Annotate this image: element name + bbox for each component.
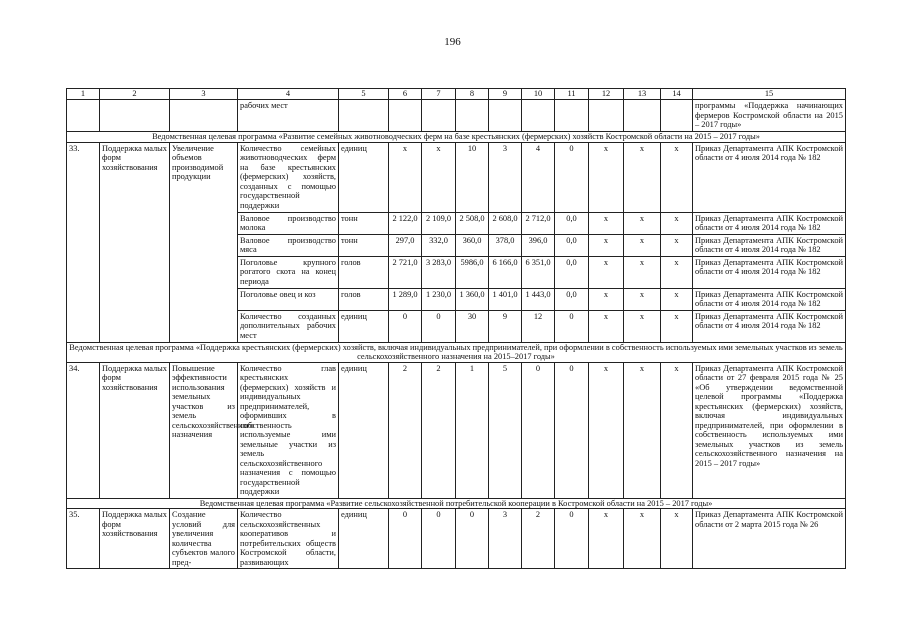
cell-unit: единиц: [339, 142, 389, 212]
cell-value: 2 109,0: [422, 212, 456, 234]
cell-value: 0: [555, 509, 589, 569]
section-title: Ведомственная целевая программа «Развитие сельскохозяйственной потребительской кооперации в Костромской области на 2015 – 2017 годы»: [67, 498, 846, 509]
cell-unit: голов: [339, 256, 389, 288]
cell-value: х: [624, 212, 661, 234]
cell-indicator: Поголовье овец и коз: [238, 288, 339, 310]
cell-value: х: [624, 142, 661, 212]
header-cell: 7: [422, 89, 456, 100]
section-title: Ведомственная целевая программа «Развитие семейных животноводческих ферм на базе крестьянских (фермерских) хозяйств Костромской области на 2015 – 2017 годы»: [67, 132, 846, 143]
cell-value: х: [624, 256, 661, 288]
cell-unit: тонн: [339, 234, 389, 256]
cell-goal: Увеличение объемов производимой продукции: [170, 142, 238, 342]
cell-value: 0: [555, 362, 589, 498]
cell-value: 0,0: [555, 288, 589, 310]
cell-document: Приказ Департамента АПК Костромской области от 4 июля 2014 года № 182: [693, 288, 846, 310]
cell-value: 0: [422, 310, 456, 342]
header-cell: 6: [389, 89, 422, 100]
cell-unit: единиц: [339, 509, 389, 569]
cell-value: 0,0: [555, 234, 589, 256]
cell-activity: Поддержка малых форм хозяйствования: [100, 509, 170, 569]
cell-value: 2 721,0: [389, 256, 422, 288]
cell-unit: единиц: [339, 310, 389, 342]
cell-value: 0: [522, 362, 555, 498]
cell-indicator: Количество семейных животноводческих ферм на базе крестьянских (фермерских) хозяйств, созданных с помощью государственной поддержки: [238, 142, 339, 212]
cell-document: Приказ Департамента АПК Костромской области от 4 июля 2014 года № 182: [693, 310, 846, 342]
cell-goal: Создание условий для увеличения количества субъектов малого пред-: [170, 509, 238, 569]
header-cell: 10: [522, 89, 555, 100]
section-row: [67, 498, 846, 509]
cell-value: 2: [522, 509, 555, 569]
cell-value: х: [661, 142, 693, 212]
cell-value: 0: [555, 310, 589, 342]
header-cell: 15: [693, 89, 846, 100]
cell-value: х: [589, 234, 624, 256]
table-row: [67, 100, 846, 132]
cell-document: Приказ Департамента АПК Костромской области от 4 июля 2014 года № 182: [693, 256, 846, 288]
cell-value: х: [589, 142, 624, 212]
cell-value: 2 122,0: [389, 212, 422, 234]
cell-document: Приказ Департамента АПК Костромской области от 2 марта 2015 года № 26: [693, 509, 846, 569]
cell-value: х: [661, 212, 693, 234]
cell-goal: Повышение эффективности использования земельных участков из земель сельскохозяйственного назначения: [170, 362, 238, 498]
cell-value: х: [661, 310, 693, 342]
cell-value: 1 360,0: [456, 288, 489, 310]
cell-value: 12: [522, 310, 555, 342]
cell-value: 3 283,0: [422, 256, 456, 288]
cell-activity: Поддержка малых форм хозяйствования: [100, 362, 170, 498]
header-cell: 9: [489, 89, 522, 100]
cell-unit: голов: [339, 288, 389, 310]
cell-value: 360,0: [456, 234, 489, 256]
cell-value: 1 443,0: [522, 288, 555, 310]
cell-value: 396,0: [522, 234, 555, 256]
cell-indicator: Количество созданных дополнительных рабочих мест: [238, 310, 339, 342]
cell-value: 0: [389, 310, 422, 342]
cell-value: 6 351,0: [522, 256, 555, 288]
cell-value: 0: [456, 509, 489, 569]
cell-value: 9: [489, 310, 522, 342]
cell-value: 30: [456, 310, 489, 342]
cell-value: 1 230,0: [422, 288, 456, 310]
cell-document: Приказ Департамента АПК Костромской области от 4 июля 2014 года № 182: [693, 234, 846, 256]
cell-value: 5: [489, 362, 522, 498]
cell-value: х: [661, 288, 693, 310]
cell-value: 1: [456, 362, 489, 498]
cell-indicator: Количество глав крестьянских (фермерских) хозяйств и индивидуальных предпринимателей, оформивших в собственность используемые ими земельные участки из земель сельскохозяйственного назначения с помощью государственной поддержки: [238, 362, 339, 498]
cell-value: 2 608,0: [489, 212, 522, 234]
cell-value: 297,0: [389, 234, 422, 256]
cell-value: х: [624, 310, 661, 342]
cell-document: программы «Поддержка начинающих фермеров Костромской области на 2015 – 2017 годы»: [693, 100, 846, 132]
cell-indicator: Поголовье крупного рогатого скота на конец периода: [238, 256, 339, 288]
cell-value: х: [422, 142, 456, 212]
cell-value: 6 166,0: [489, 256, 522, 288]
header-row: [67, 89, 846, 100]
cell-value: х: [589, 212, 624, 234]
section-row: [67, 342, 846, 362]
cell-value: 378,0: [489, 234, 522, 256]
cell-value: х: [624, 362, 661, 498]
cell-number: 35.: [67, 509, 100, 569]
header-cell: 8: [456, 89, 489, 100]
header-cell: 3: [170, 89, 238, 100]
page-number: 196: [444, 36, 461, 48]
header-cell: 12: [589, 89, 624, 100]
cell-value: х: [624, 234, 661, 256]
cell-value: х: [589, 288, 624, 310]
cell-number: 34.: [67, 362, 100, 498]
cell-value: 3: [489, 142, 522, 212]
cell-value: х: [389, 142, 422, 212]
cell-unit: тонн: [339, 212, 389, 234]
section-title: Ведомственная целевая программа «Поддержка крестьянских (фермерских) хозяйств, включая индивидуальных предпринимателей, при оформлении в собственность используемых ими земельных участков из земель сельскохозяйственного назначения на 2015–2017 годы»: [67, 342, 846, 362]
header-cell: 13: [624, 89, 661, 100]
table-row: [67, 142, 846, 212]
cell-indicator: Количество сельскохозяйственных кооперативов и потребительских обществ Костромской области, развивающих: [238, 509, 339, 569]
indicators-table: [66, 88, 846, 569]
cell-value: х: [589, 509, 624, 569]
cell-document: Приказ Департамента АПК Костромской области от 4 июля 2014 года № 182: [693, 142, 846, 212]
cell-value: 2: [389, 362, 422, 498]
cell-value: 10: [456, 142, 489, 212]
header-cell: 1: [67, 89, 100, 100]
header-cell: 4: [238, 89, 339, 100]
section-row: [67, 132, 846, 143]
cell-indicator: Валовое производство молока: [238, 212, 339, 234]
cell-value: 4: [522, 142, 555, 212]
cell-value: 0: [422, 509, 456, 569]
cell-unit: единиц: [339, 362, 389, 498]
cell-value: 2: [422, 362, 456, 498]
header-cell: 2: [100, 89, 170, 100]
table-row: [67, 362, 846, 498]
cell-document: Приказ Департамента АПК Костромской области от 4 июля 2014 года № 182: [693, 212, 846, 234]
cell-indicator: рабочих мест: [238, 100, 339, 132]
cell-value: 1 289,0: [389, 288, 422, 310]
cell-value: х: [661, 509, 693, 569]
table-row: [67, 509, 846, 569]
cell-value: 3: [489, 509, 522, 569]
cell-value: х: [624, 509, 661, 569]
header-cell: 11: [555, 89, 589, 100]
cell-value: х: [589, 362, 624, 498]
cell-value: х: [661, 362, 693, 498]
cell-value: 2 508,0: [456, 212, 489, 234]
cell-number: 33.: [67, 142, 100, 342]
cell-indicator: Валовое производство мяса: [238, 234, 339, 256]
cell-value: 0,0: [555, 212, 589, 234]
header-cell: 14: [661, 89, 693, 100]
cell-document: Приказ Департамента АПК Костромской области от 27 февраля 2015 года № 25 «Об утверждении ведомственной целевой программы «Поддержка крестьянских (фермерских) хозяйств, включая индивидуальных предпринимателей, при оформлении в собственность используемых ими земельных участков из земель сельскохозяйственного назначения на 2015 – 2017 годы»: [693, 362, 846, 498]
cell-value: х: [589, 310, 624, 342]
cell-value: х: [624, 288, 661, 310]
cell-value: 0,0: [555, 256, 589, 288]
cell-value: 0: [389, 509, 422, 569]
cell-value: 5986,0: [456, 256, 489, 288]
cell-activity: Поддержка малых форм хозяйствования: [100, 142, 170, 342]
cell-value: х: [589, 256, 624, 288]
cell-value: 0: [555, 142, 589, 212]
cell-value: 2 712,0: [522, 212, 555, 234]
cell-value: х: [661, 234, 693, 256]
header-cell: 5: [339, 89, 389, 100]
cell-value: х: [661, 256, 693, 288]
cell-value: 1 401,0: [489, 288, 522, 310]
cell-value: 332,0: [422, 234, 456, 256]
